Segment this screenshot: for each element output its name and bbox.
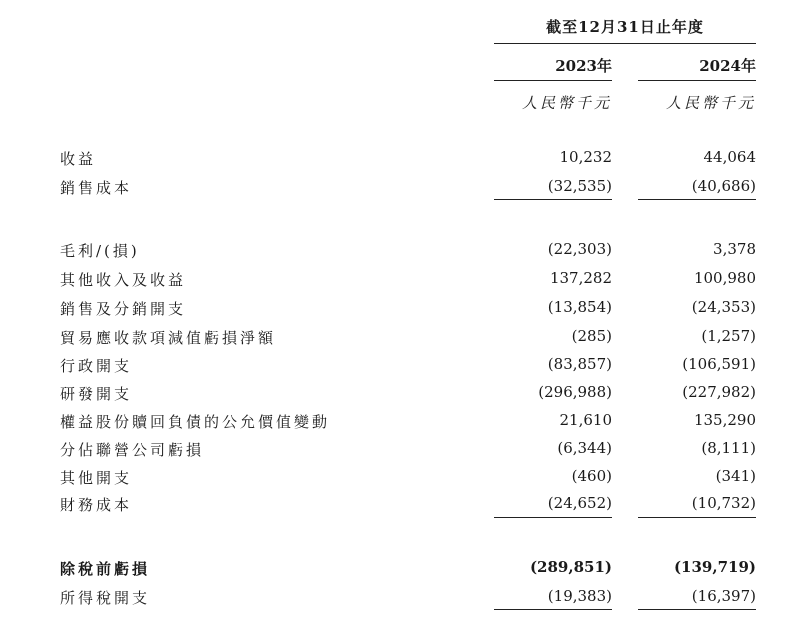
cost-of-sales-2023: (32,535) [547,177,612,195]
subtotal-rule-2023 [494,517,612,518]
period-header: 截至12月31日止年度 [546,18,704,36]
subtotal-rule-2023 [494,609,612,610]
rd-expenses-2023: (296,988) [538,383,612,401]
year-2023-header: 2023年 [555,57,612,75]
row-label-associate-losses: 分佔聯營公司虧損 [60,441,205,459]
other-expenses-2024: (341) [715,467,756,485]
row-label-other-expenses: 其他開支 [60,469,133,487]
row-label-revenue: 收益 [60,150,97,168]
fair-value-change-2023: 21,610 [559,411,612,429]
other-income-2024: 100,980 [693,269,756,287]
rd-expenses-2024: (227,982) [682,383,756,401]
gross-profit-2024: 3,378 [713,240,756,258]
impairment-2024: (1,257) [701,327,756,345]
row-label-fair-value-change: 權益股份贖回負債的公允價值變動 [60,413,331,431]
revenue-2023: 10,232 [559,148,612,166]
row-label-selling-expenses: 銷售及分銷開支 [60,300,187,318]
unit-2023: 人民幣千元 [521,94,612,112]
row-label-income-tax: 所得稅開支 [60,589,151,607]
associate-losses-2024: (8,111) [701,439,756,457]
subtotal-rule-2024 [638,517,756,518]
loss-before-tax-2023: (289,851) [529,558,612,576]
row-label-loss-before-tax: 除稅前虧損 [60,560,151,578]
year-2024-header-rule [638,80,756,81]
year-2024-header: 2024年 [699,57,756,75]
finance-costs-2024: (10,732) [691,494,756,512]
row-label-admin-expenses: 行政開支 [60,357,133,375]
cost-of-sales-2024: (40,686) [691,177,756,195]
period-header-rule [494,43,756,44]
subtotal-rule-2023 [494,199,612,200]
revenue-2024: 44,064 [703,148,756,166]
selling-expenses-2023: (13,854) [547,298,612,316]
associate-losses-2023: (6,344) [557,439,612,457]
subtotal-rule-2024 [638,609,756,610]
admin-expenses-2023: (83,857) [547,355,612,373]
fair-value-change-2024: 135,290 [693,411,756,429]
subtotal-rule-2024 [638,199,756,200]
income-tax-2024: (16,397) [691,587,756,605]
loss-before-tax-2024: (139,719) [673,558,756,576]
admin-expenses-2024: (106,591) [682,355,756,373]
row-label-rd-expenses: 研發開支 [60,385,133,403]
gross-profit-2023: (22,303) [547,240,612,258]
other-income-2023: 137,282 [549,269,612,287]
row-label-gross-profit: 毛利/(損) [60,242,140,260]
selling-expenses-2024: (24,353) [691,298,756,316]
row-label-finance-costs: 財務成本 [60,496,133,514]
other-expenses-2023: (460) [571,467,612,485]
finance-costs-2023: (24,652) [547,494,612,512]
income-tax-2023: (19,383) [547,587,612,605]
row-label-cost-of-sales: 銷售成本 [60,179,133,197]
impairment-2023: (285) [571,327,612,345]
unit-2024: 人民幣千元 [665,94,756,112]
row-label-other-income: 其他收入及收益 [60,271,187,289]
row-label-impairment: 貿易應收款項減值虧損淨額 [60,329,277,347]
year-2023-header-rule [494,80,612,81]
